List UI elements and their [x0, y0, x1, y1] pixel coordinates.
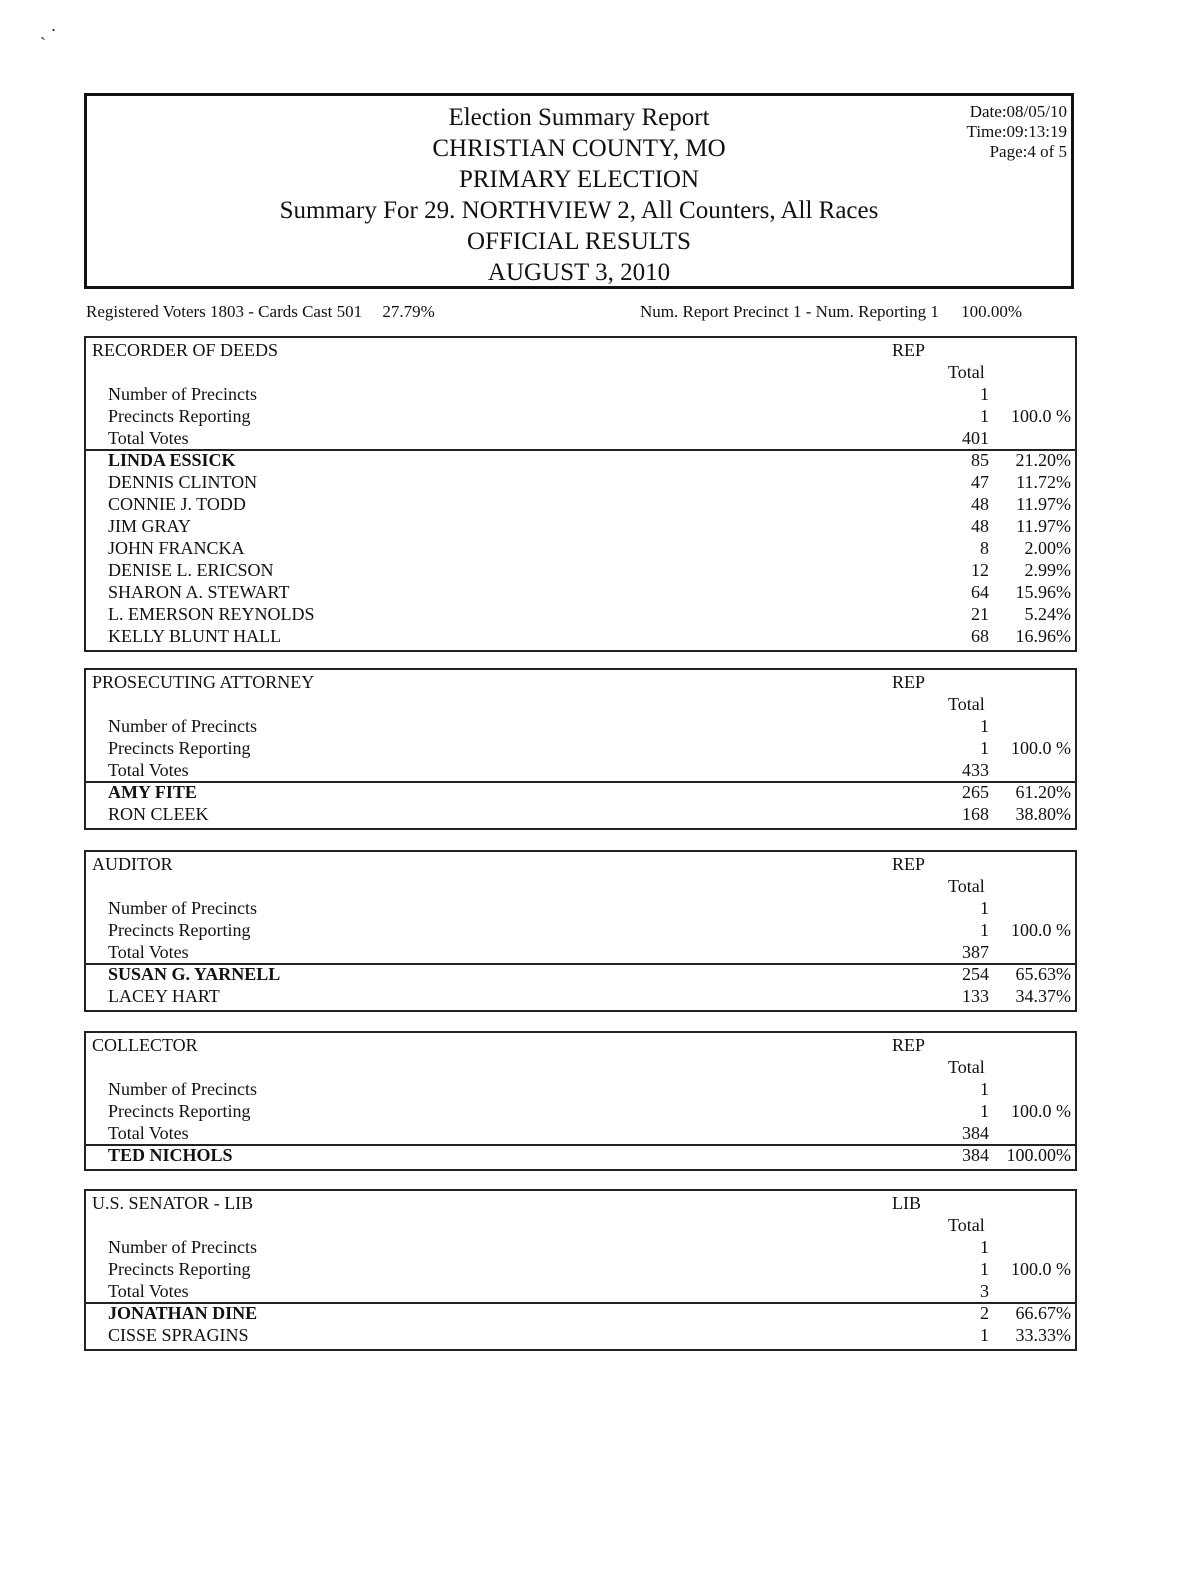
candidate-percent: 11.72%	[1016, 472, 1071, 492]
candidate-row	[86, 804, 1075, 826]
total-column-header: Total	[948, 1057, 985, 1077]
number-of-precincts-row	[86, 898, 1075, 920]
row-percent: 100.0 %	[1011, 738, 1071, 758]
race-box	[84, 336, 1077, 652]
candidate-row	[86, 450, 1075, 472]
candidate-name: CISSE SPRAGINS	[108, 1325, 249, 1345]
candidate-percent: 2.00%	[1024, 538, 1071, 558]
candidate-votes: 254	[962, 964, 989, 984]
row-percent: 100.0 %	[1011, 1259, 1071, 1279]
total-votes-row	[86, 428, 1075, 450]
candidate-votes: 47	[971, 472, 989, 492]
header-titles	[87, 102, 1071, 288]
candidate-percent: 34.37%	[1015, 986, 1071, 1006]
candidate-votes: 21	[971, 604, 989, 624]
row-label: Precincts Reporting	[108, 1101, 251, 1121]
summary-for: Summary For 29. NORTHVIEW 2, All Counters, All Races	[279, 197, 879, 224]
candidate-votes: 2	[980, 1303, 989, 1323]
candidate-votes: 12	[971, 560, 989, 580]
candidate-name: JOHN FRANCKA	[108, 538, 245, 558]
row-value: 1	[980, 716, 989, 736]
candidate-row	[86, 582, 1075, 604]
row-label: Total Votes	[108, 428, 189, 448]
candidate-row	[86, 964, 1075, 986]
candidate-name: SHARON A. STEWART	[108, 582, 290, 602]
candidate-row	[86, 782, 1075, 804]
row-value: 1	[980, 406, 989, 426]
candidate-votes: 48	[971, 516, 989, 536]
candidate-percent: 61.20%	[1015, 782, 1071, 802]
row-value: 1	[980, 738, 989, 758]
candidate-percent: 11.97%	[1016, 494, 1071, 514]
candidate-row	[86, 560, 1075, 582]
race-title: PROSECUTING ATTORNEY	[92, 672, 315, 692]
election-name: PRIMARY ELECTION	[458, 166, 700, 193]
row-label: Number of Precincts	[108, 384, 257, 404]
candidate-name: SUSAN G. YARNELL	[108, 964, 281, 984]
candidate-percent: 33.33%	[1015, 1325, 1071, 1345]
candidate-row	[86, 538, 1075, 560]
total-column-header: Total	[948, 362, 985, 382]
row-value: 3	[980, 1281, 989, 1301]
number-of-precincts-row	[86, 716, 1075, 738]
row-label: Total Votes	[108, 942, 189, 962]
candidate-row	[86, 1325, 1075, 1347]
row-label: Total Votes	[108, 760, 189, 780]
row-value: 384	[962, 1123, 989, 1143]
candidate-name: AMY FITE	[108, 782, 197, 802]
row-percent: 100.0 %	[1011, 920, 1071, 940]
candidate-percent: 100.00%	[1006, 1145, 1071, 1165]
row-percent: 100.0 %	[1011, 1101, 1071, 1121]
row-value: 401	[962, 428, 989, 448]
row-label: Total Votes	[108, 1281, 189, 1301]
candidate-name: LINDA ESSICK	[108, 450, 236, 470]
header-meta	[967, 102, 1067, 162]
candidate-row	[86, 1145, 1075, 1167]
candidate-name: RON CLEEK	[108, 804, 209, 824]
total-votes-row	[86, 1123, 1075, 1145]
race-party: LIB	[892, 1193, 921, 1213]
race-box	[84, 1189, 1077, 1351]
row-percent: 100.0 %	[1011, 406, 1071, 426]
race-title: AUDITOR	[92, 854, 173, 874]
page-number: Page:4 of 5	[989, 142, 1067, 161]
candidate-percent: 15.96%	[1015, 582, 1071, 602]
candidate-votes: 384	[962, 1145, 989, 1165]
row-label: Precincts Reporting	[108, 920, 251, 940]
candidate-percent: 38.80%	[1015, 804, 1071, 824]
precincts-reporting-row	[86, 920, 1075, 942]
candidate-votes: 48	[971, 494, 989, 514]
candidate-votes: 1	[980, 1325, 989, 1345]
row-value: 1	[980, 1079, 989, 1099]
election-date: AUGUST 3, 2010	[487, 259, 671, 286]
registered-voters-line	[86, 302, 435, 322]
row-value: 1	[980, 1259, 989, 1279]
candidate-percent: 65.63%	[1015, 964, 1071, 984]
registered-voters-text: Registered Voters 1803 - Cards Cast 501	[86, 302, 363, 321]
precincts-reporting-row	[86, 406, 1075, 428]
race-title: RECORDER OF DEEDS	[92, 340, 279, 360]
race-title: U.S. SENATOR - LIB	[92, 1193, 254, 1213]
candidate-votes: 265	[962, 782, 989, 802]
number-of-precincts-row	[86, 1237, 1075, 1259]
row-value: 1	[980, 898, 989, 918]
total-column-header: Total	[948, 876, 985, 896]
candidate-row	[86, 604, 1075, 626]
total-column-header: Total	[948, 694, 985, 714]
candidate-name: KELLY BLUNT HALL	[108, 626, 282, 646]
row-label: Number of Precincts	[108, 1237, 257, 1257]
row-value: 1	[980, 1237, 989, 1257]
row-label: Precincts Reporting	[108, 738, 251, 758]
report-date: Date:08/05/10	[969, 102, 1067, 121]
candidate-name: TED NICHOLS	[108, 1145, 233, 1165]
reporting-line	[640, 302, 1022, 322]
report-header	[84, 93, 1074, 289]
race-party: REP	[892, 672, 926, 692]
candidate-row	[86, 1303, 1075, 1325]
candidate-name: LACEY HART	[108, 986, 220, 1006]
candidate-votes: 8	[980, 538, 989, 558]
row-label: Precincts Reporting	[108, 1259, 251, 1279]
race-title: COLLECTOR	[92, 1035, 198, 1055]
county-name: CHRISTIAN COUNTY, MO	[432, 135, 726, 162]
row-value: 1	[980, 920, 989, 940]
candidate-percent: 16.96%	[1015, 626, 1071, 646]
candidate-name: JIM GRAY	[108, 516, 191, 536]
candidate-row	[86, 516, 1075, 538]
candidate-votes: 133	[962, 986, 989, 1006]
candidate-name: DENISE L. ERICSON	[108, 560, 274, 580]
row-value: 1	[980, 1101, 989, 1121]
race-box	[84, 668, 1077, 830]
candidate-row	[86, 986, 1075, 1008]
candidate-percent: 5.24%	[1024, 604, 1071, 624]
total-votes-row	[86, 760, 1075, 782]
candidate-name: DENNIS CLINTON	[108, 472, 258, 492]
row-label: Precincts Reporting	[108, 406, 251, 426]
row-label: Number of Precincts	[108, 1079, 257, 1099]
race-party: REP	[892, 854, 926, 874]
report-time: Time:09:13:19	[966, 122, 1067, 141]
total-votes-row	[86, 942, 1075, 964]
candidate-votes: 68	[971, 626, 989, 646]
row-label: Number of Precincts	[108, 716, 257, 736]
candidate-row	[86, 494, 1075, 516]
race-box	[84, 850, 1077, 1012]
precincts-reporting-row	[86, 1259, 1075, 1281]
row-value: 1	[980, 384, 989, 404]
candidate-percent: 2.99%	[1024, 560, 1071, 580]
total-column-header: Total	[948, 1215, 985, 1235]
candidate-name: JONATHAN DINE	[108, 1303, 258, 1323]
candidate-votes: 85	[971, 450, 989, 470]
race-box	[84, 1031, 1077, 1171]
number-of-precincts-row	[86, 1079, 1075, 1101]
candidate-name: L. EMERSON REYNOLDS	[108, 604, 315, 624]
candidate-percent: 21.20%	[1015, 450, 1071, 470]
candidate-votes: 168	[962, 804, 989, 824]
row-label: Total Votes	[108, 1123, 189, 1143]
row-value: 433	[962, 760, 989, 780]
report-title: Election Summary Report	[448, 104, 710, 131]
reporting-pct: 100.00%	[961, 302, 1023, 321]
candidate-percent: 66.67%	[1015, 1303, 1071, 1323]
results-status: OFFICIAL RESULTS	[467, 228, 691, 255]
row-value: 387	[962, 942, 989, 962]
number-of-precincts-row	[86, 384, 1075, 406]
reporting-text: Num. Report Precinct 1 - Num. Reporting 1	[640, 302, 939, 321]
race-party: REP	[892, 340, 926, 360]
candidate-votes: 64	[971, 582, 989, 602]
scan-marks: ˏ ·	[40, 20, 57, 40]
candidate-row	[86, 472, 1075, 494]
row-label: Number of Precincts	[108, 898, 257, 918]
total-votes-row	[86, 1281, 1075, 1303]
candidate-row	[86, 626, 1075, 648]
candidate-percent: 11.97%	[1016, 516, 1071, 536]
precincts-reporting-row	[86, 1101, 1075, 1123]
race-party: REP	[892, 1035, 926, 1055]
turnout-pct: 27.79%	[382, 302, 435, 321]
candidate-name: CONNIE J. TODD	[108, 494, 246, 514]
precincts-reporting-row	[86, 738, 1075, 760]
